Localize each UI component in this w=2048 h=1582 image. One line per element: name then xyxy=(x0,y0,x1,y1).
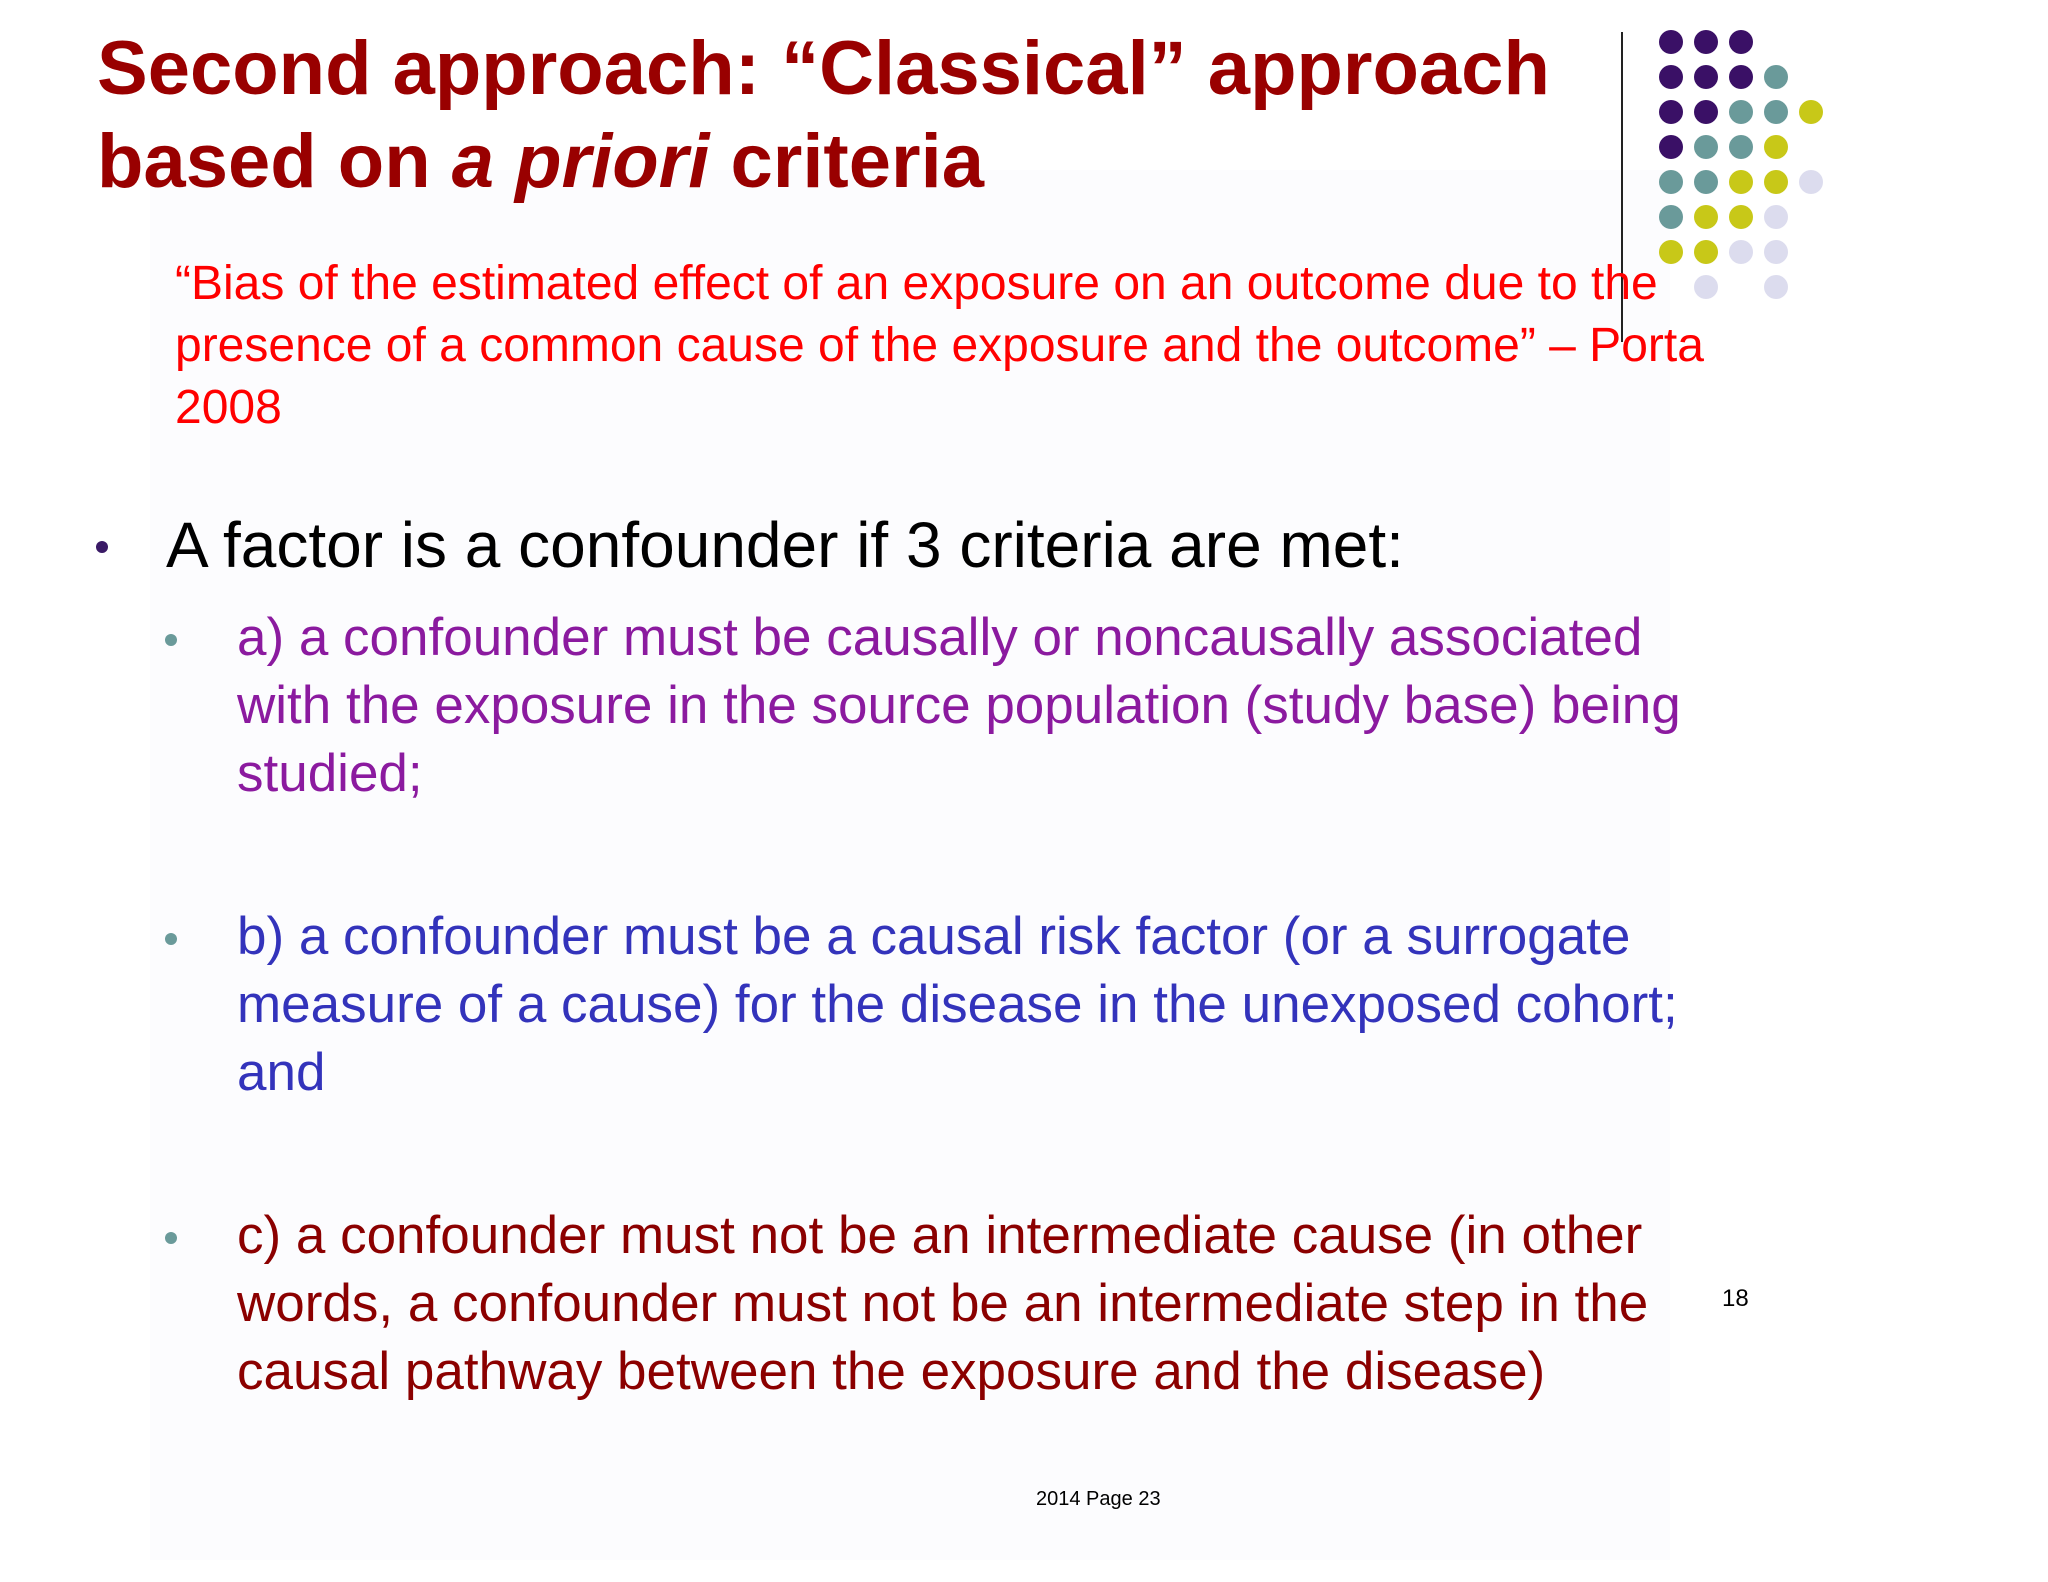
decorative-dot xyxy=(1659,135,1683,159)
bullet-marker xyxy=(96,541,108,553)
decorative-dot xyxy=(1764,240,1788,264)
decorative-dot xyxy=(1764,100,1788,124)
decorative-dot xyxy=(1694,135,1718,159)
decorative-dot xyxy=(1729,205,1753,229)
decorative-dot xyxy=(1694,170,1718,194)
bullet-marker xyxy=(165,1232,177,1244)
decorative-dot xyxy=(1659,65,1683,89)
page-footer: 2014 Page 23 xyxy=(1036,1488,1161,1510)
decorative-dot xyxy=(1729,30,1753,54)
decorative-dot xyxy=(1659,30,1683,54)
criterion-c-text: c) a confounder must not be an intermediate cause (in other words, a confounder must not be an intermediate step in the causal pathway between the exposure and the disease) xyxy=(237,1206,1649,1401)
bullet-marker xyxy=(165,634,177,646)
decorative-dot xyxy=(1764,65,1788,89)
porta-definition-quote: “Bias of the estimated effect of an exposure on an outcome due to the presence of a common cause of the exposure and the outcome” – Porta 2008 xyxy=(175,257,1704,434)
bullet-marker xyxy=(165,933,177,945)
decorative-dot xyxy=(1729,100,1753,124)
decorative-dot xyxy=(1764,275,1788,299)
slide-title xyxy=(97,22,1597,208)
decorative-dot xyxy=(1729,135,1753,159)
decorative-dot xyxy=(1694,30,1718,54)
decorative-dot xyxy=(1659,170,1683,194)
main-bullet xyxy=(92,510,1592,580)
decorative-dot xyxy=(1799,100,1823,124)
decorative-dot xyxy=(1729,170,1753,194)
decorative-dot xyxy=(1659,100,1683,124)
title-text-part2: criteria xyxy=(709,119,984,204)
decorative-dot xyxy=(1659,205,1683,229)
decorative-dot xyxy=(1799,170,1823,194)
criterion-b-text: b) a confounder must be a causal risk factor (or a surrogate measure of a cause) for the disease in the unexposed cohort; and xyxy=(237,907,1678,1102)
criterion-a-text: a) a confounder must be causally or noncausally associated with the exposure in the source population (study base) being studied; xyxy=(237,608,1681,803)
decorative-dot xyxy=(1694,65,1718,89)
decorative-dot xyxy=(1694,205,1718,229)
decorative-dot xyxy=(1694,100,1718,124)
title-text-part1: Second approach: “Classical” approach based on xyxy=(97,26,1550,204)
slide-number: 18 xyxy=(1722,1285,1749,1312)
title-text-italic: a priori xyxy=(451,119,710,204)
decorative-dot xyxy=(1764,205,1788,229)
main-bullet-text: A factor is a confounder if 3 criteria are met: xyxy=(166,509,1404,581)
decorative-dot xyxy=(1729,65,1753,89)
decorative-dot xyxy=(1764,170,1788,194)
decorative-dot xyxy=(1764,135,1788,159)
